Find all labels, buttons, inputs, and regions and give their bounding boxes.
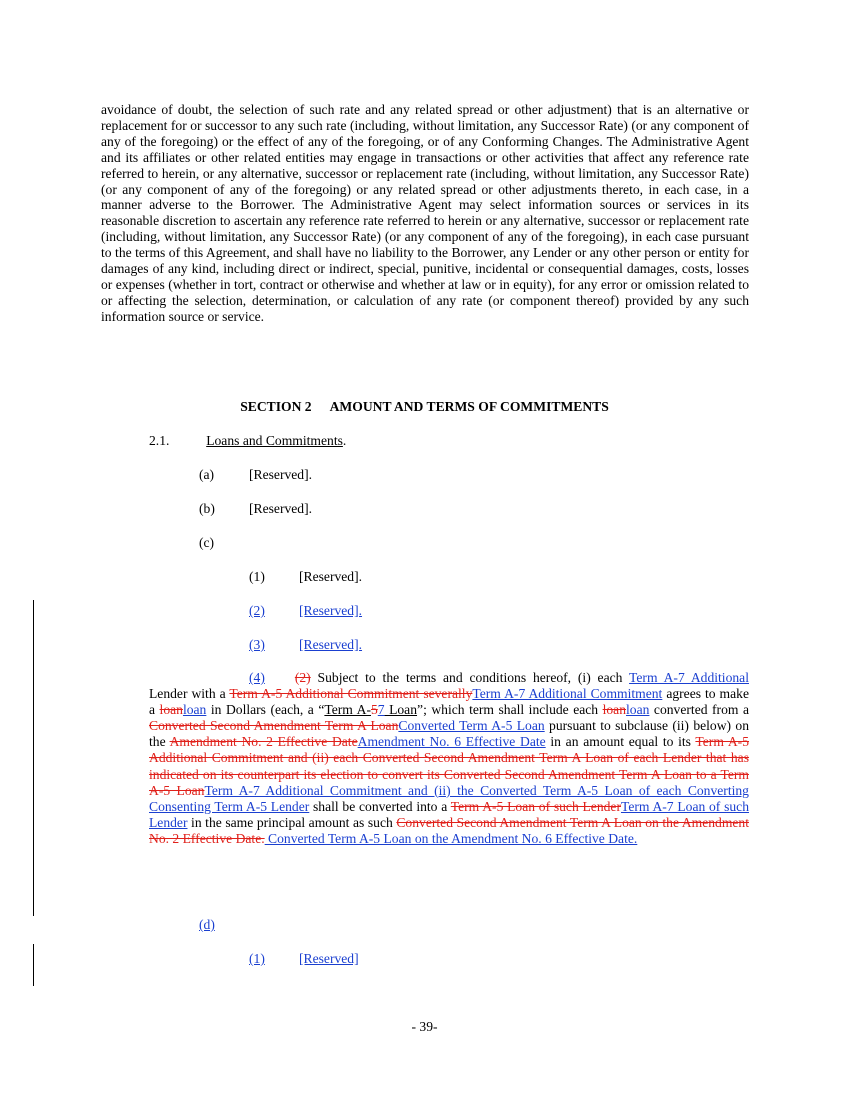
deleted-text: Term A-5 Additional Commitment severally — [229, 686, 473, 702]
item-c3 — [249, 637, 363, 653]
item-b — [199, 501, 313, 517]
deleted-text: 5 — [370, 702, 378, 718]
subsection-number: 2.1. — [149, 433, 170, 448]
deleted-text: Converted Second Amendment Term A Loan on the Amendment No. 2 Effective Date. — [149, 814, 749, 846]
item-a-text: [Reserved]. — [249, 467, 313, 482]
section-heading — [0, 399, 849, 415]
item-c3-label: (3) — [249, 637, 265, 652]
inserted-text: Term A-7 Loan of such Lender — [149, 798, 749, 830]
inserted-text: Term A-7 Additional — [629, 670, 749, 685]
item-d1-text: [Reserved] — [299, 951, 359, 966]
item-c4-label-inserted: (4) — [249, 670, 265, 685]
intro-paragraph: avoidance of doubt, the selection of such rate and any related spread or other adjustment) that is an alternative or replacement for or successor to any such rate (including, without limitation, any Successor Rate) (or any component of any of the foregoing) or the effect of any of the foregoing, or of any Conforming Changes. The Administrative Agent and its affiliates or other related entities may engage in transactions or other activities that affect any reference rate referred to herein, or any alternative, successor or replacement rate (including, without limitation, any Successor Rate) (or any component of any of the foregoing) or any related spread or other adjustments thereto, in each case, in a manner adverse to the Borrower. The Administrative Agent may select information sources or services in its reasonable discretion to ascertain any reference rate referred to herein or any alternative, successor or replacement rate (including, without limitation, any Successor Rate) (or any component of any of the foregoing), in each case pursuant to the terms of this Agreement, and shall have no liability to the Borrower, any Lender or any other person or entity for damages of any kind, including direct or indirect, special, punitive, incidental or consequential damages, costs, losses or expenses (whether in tort, contract or otherwise and whether at law or in equity), for any error or omission related to or affecting the selection, determination, or calculation of any rate (or component thereof) provided by any such information source or service. — [101, 102, 749, 324]
inserted-text: Term A-7 Additional Commitment — [472, 686, 663, 702]
item-c4-label-deleted: (2) — [294, 670, 311, 685]
item-c2-text: [Reserved]. — [299, 603, 363, 618]
item-d1-label: (1) — [249, 951, 265, 966]
inserted-text: loan — [626, 702, 650, 718]
deleted-text: Term A-5 Loan of such Lender — [450, 798, 621, 814]
deleted-text: Converted Second Amendment Term A Loan — [149, 718, 399, 734]
change-bar — [33, 600, 34, 916]
item-c2-label: (2) — [249, 603, 265, 618]
item-c1-label: (1) — [249, 569, 265, 584]
item-d-label: (d) — [199, 917, 215, 932]
inserted-text: loan — [182, 702, 207, 718]
deleted-text: Amendment No. 2 Effective Date — [169, 734, 358, 750]
section-number: SECTION 2 — [240, 399, 312, 414]
item-c3-text: [Reserved]. — [299, 637, 363, 652]
subsection-title: Loans and Commitments — [206, 433, 343, 448]
inserted-text: Converted Term A-5 Loan — [398, 718, 545, 734]
item-c1-text: [Reserved]. — [299, 569, 363, 584]
item-a — [199, 467, 313, 483]
item-c4-paragraph: (4) (2) Subject to the terms and conditions hereof, (i) each Term A-7 Additional Lender with a Term A-5 Additional Commitment severallyTerm A-7 Additional Commitment agrees to make a loanloan in Dollars (each, a “Term A-57 Loan”; which term shall include each loanloan converted from a Converted Second Amendment Term A LoanConverted Term A-5 Loan pursuant to subclause (ii) below) on the Amendment No. 2 Effective DateAmendment No. 6 Effective Date in an amount equal to its Term A-5 Additional Commitment and (ii) each Converted Second Amendment Term A Loan of each Lender that has indicated on its counterpart its election to convert its Converted Second Amendment Term A Loan to a Term A-5 LoanTerm A-7 Additional Commitment and (ii) the Converted Term A-5 Loan of each Converting Consenting Term A-5 Lender shall be converted into a Term A-5 Loan of such LenderTerm A-7 Loan of such Lender in the same principal amount as such Converted Second Amendment Term A Loan on the Amendment No. 2 Effective Date. Converted Term A-5 Loan on the Amendment No. 6 Effective Date. — [149, 670, 750, 846]
item-d — [199, 917, 215, 933]
page-number: - 39- — [411, 1019, 438, 1034]
item-c2 — [249, 603, 363, 619]
inserted-text: Term A-7 Additional Commitment and (ii) the Converted Term A-5 Loan of each Converting Consenting Term A-5 Lender — [149, 782, 749, 814]
item-b-label: (b) — [199, 501, 215, 516]
deleted-text: loan — [602, 702, 627, 718]
section-title: AMOUNT AND TERMS OF COMMITMENTS — [329, 399, 609, 414]
deleted-text: Term A-5 Additional Commitment and (ii) each Converted Second Amendment Term A Loan of each Lender that has indicated on its counterpart its election to convert its Converted Second Amendment Term A Loan to a Term A-5 Loan — [149, 734, 750, 798]
item-d1 — [249, 951, 359, 967]
item-b-text: [Reserved]. — [249, 501, 313, 516]
item-c — [199, 535, 214, 551]
inserted-text: Amendment No. 6 Effective Date — [357, 734, 546, 750]
item-c1 — [249, 569, 363, 585]
inserted-text: 7 — [377, 702, 385, 718]
deleted-text: loan — [159, 702, 183, 718]
item-a-label: (a) — [199, 467, 215, 482]
inserted-text: Converted Term A-5 Loan on the Amendment No. 6 Effective Date. — [264, 830, 638, 846]
change-bar — [33, 944, 34, 986]
item-c-label: (c) — [199, 535, 215, 550]
subsection-2-1: 2.1. Loans and Commitments. — [149, 433, 347, 448]
